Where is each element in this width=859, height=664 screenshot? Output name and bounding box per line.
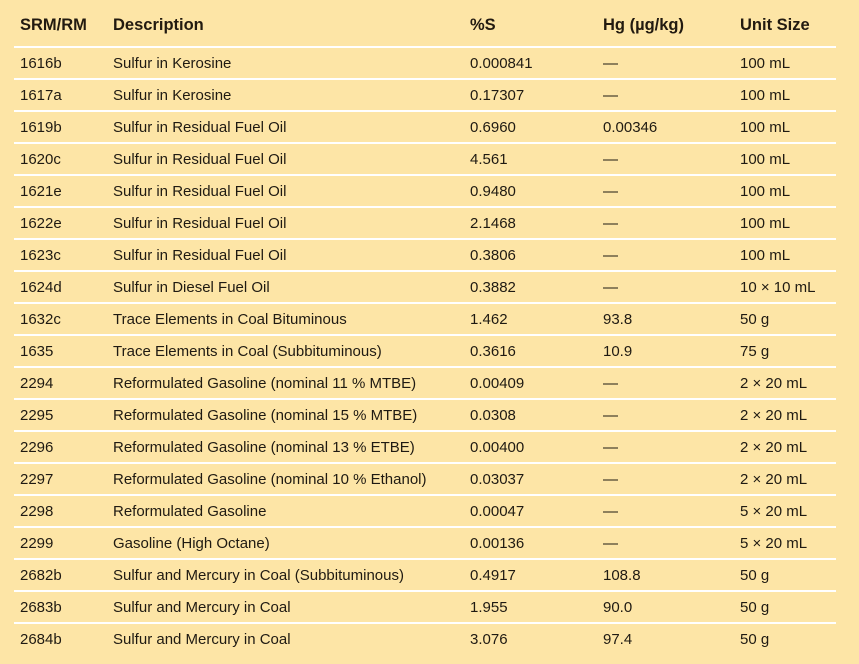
header-srm-rm: SRM/RM (20, 16, 87, 34)
sulfur-cell: 3.076 (470, 631, 508, 648)
srm-cell: 2297 (20, 471, 54, 488)
mercury-cell: — (603, 247, 618, 264)
srm-cell: 2298 (20, 503, 54, 520)
srm-cell: 2682b (20, 567, 62, 584)
sulfur-cell: 0.4917 (470, 567, 516, 584)
table-row (0, 80, 859, 112)
sulfur-cell: 0.9480 (470, 183, 516, 200)
srm-cell: 1621e (20, 183, 62, 200)
mercury-cell: — (603, 215, 618, 232)
table-row (0, 432, 859, 464)
sulfur-cell: 2.1468 (470, 215, 516, 232)
sulfur-cell: 0.6960 (470, 119, 516, 136)
srm-cell: 2299 (20, 535, 54, 552)
table-row (0, 336, 859, 368)
sulfur-cell: 0.3882 (470, 279, 516, 296)
sulfur-cell: 0.3616 (470, 343, 516, 360)
mercury-cell: — (603, 279, 618, 296)
table-row (0, 592, 859, 624)
header-unit-size: Unit Size (740, 16, 810, 34)
unit-size-cell: 50 g (740, 567, 770, 584)
srm-cell: 1616b (20, 55, 62, 72)
description-cell: Sulfur in Kerosine (113, 87, 232, 104)
unit-size-cell: 50 g (740, 599, 770, 616)
table-row (0, 144, 859, 176)
description-cell: Sulfur and Mercury in Coal (113, 631, 291, 648)
unit-size-cell: 10 × 10 mL (740, 279, 816, 296)
sulfur-cell: 0.3806 (470, 247, 516, 264)
mercury-cell: — (603, 503, 618, 520)
table-row (0, 48, 859, 80)
unit-size-cell: 2 × 20 mL (740, 439, 808, 456)
mercury-cell: — (603, 471, 618, 488)
description-cell: Sulfur in Residual Fuel Oil (113, 247, 287, 264)
table-row (0, 464, 859, 496)
srm-cell: 2296 (20, 439, 54, 456)
description-cell: Reformulated Gasoline (nominal 15 % MTBE) (113, 407, 418, 424)
table-row (0, 176, 859, 208)
mercury-cell: — (603, 535, 618, 552)
table-header (0, 0, 859, 48)
sulfur-cell: 1.955 (470, 599, 508, 616)
mercury-cell: — (603, 151, 618, 168)
table-row (0, 208, 859, 240)
unit-size-cell: 100 mL (740, 119, 791, 136)
sulfur-cell: 0.000841 (470, 55, 533, 72)
mercury-cell: 108.8 (603, 567, 641, 584)
description-cell: Trace Elements in Coal Bituminous (113, 311, 347, 328)
unit-size-cell: 75 g (740, 343, 770, 360)
srm-cell: 2683b (20, 599, 62, 616)
description-cell: Gasoline (High Octane) (113, 535, 270, 552)
srm-cell: 1622e (20, 215, 62, 232)
unit-size-cell: 5 × 20 mL (740, 503, 808, 520)
description-cell: Sulfur in Diesel Fuel Oil (113, 279, 270, 296)
unit-size-cell: 100 mL (740, 87, 791, 104)
table-row (0, 528, 859, 560)
description-cell: Sulfur and Mercury in Coal (Subbituminous) (113, 567, 404, 584)
srm-cell: 1619b (20, 119, 62, 136)
table-row (0, 496, 859, 528)
unit-size-cell: 2 × 20 mL (740, 407, 808, 424)
sulfur-cell: 0.00409 (470, 375, 525, 392)
header-mercury: Hg (µg/kg) (603, 16, 684, 34)
mercury-cell: — (603, 55, 618, 72)
description-cell: Sulfur in Residual Fuel Oil (113, 119, 287, 136)
sulfur-cell: 0.00136 (470, 535, 525, 552)
description-cell: Reformulated Gasoline (113, 503, 267, 520)
srm-cell: 1620c (20, 151, 61, 168)
table-row (0, 112, 859, 144)
srm-cell: 2684b (20, 631, 62, 648)
mercury-cell: 0.00346 (603, 119, 658, 136)
table-row (0, 560, 859, 592)
header-description: Description (113, 16, 204, 34)
sulfur-cell: 1.462 (470, 311, 508, 328)
mercury-cell: 10.9 (603, 343, 633, 360)
unit-size-cell: 2 × 20 mL (740, 375, 808, 392)
sulfur-cell: 0.17307 (470, 87, 525, 104)
srm-cell: 1632c (20, 311, 61, 328)
unit-size-cell: 100 mL (740, 215, 791, 232)
srm-cell: 1617a (20, 87, 62, 104)
sulfur-cell: 4.561 (470, 151, 508, 168)
mercury-cell: — (603, 439, 618, 456)
header-percent-sulfur: %S (470, 16, 496, 34)
description-cell: Sulfur in Residual Fuel Oil (113, 183, 287, 200)
description-cell: Sulfur in Residual Fuel Oil (113, 151, 287, 168)
unit-size-cell: 50 g (740, 631, 770, 648)
srm-cell: 1623c (20, 247, 61, 264)
mercury-cell: 93.8 (603, 311, 633, 328)
sulfur-cell: 0.00400 (470, 439, 525, 456)
description-cell: Reformulated Gasoline (nominal 11 % MTBE) (113, 375, 417, 392)
unit-size-cell: 5 × 20 mL (740, 535, 808, 552)
unit-size-cell: 2 × 20 mL (740, 471, 808, 488)
srm-cell: 1624d (20, 279, 62, 296)
srm-cell: 2295 (20, 407, 54, 424)
mercury-cell: — (603, 375, 618, 392)
mercury-cell: 90.0 (603, 599, 633, 616)
description-cell: Sulfur in Residual Fuel Oil (113, 215, 287, 232)
table-row (0, 624, 859, 656)
table-row (0, 400, 859, 432)
description-cell: Trace Elements in Coal (Subbituminous) (113, 343, 382, 360)
sulfur-cell: 0.03037 (470, 471, 525, 488)
unit-size-cell: 100 mL (740, 151, 791, 168)
mercury-cell: 97.4 (603, 631, 633, 648)
description-cell: Reformulated Gasoline (nominal 13 % ETBE) (113, 439, 415, 456)
mercury-cell: — (603, 183, 618, 200)
mercury-cell: — (603, 407, 618, 424)
unit-size-cell: 50 g (740, 311, 770, 328)
sulfur-cell: 0.00047 (470, 503, 525, 520)
sulfur-cell: 0.0308 (470, 407, 516, 424)
table-row (0, 304, 859, 336)
table-row (0, 272, 859, 304)
mercury-cell: — (603, 87, 618, 104)
description-cell: Sulfur and Mercury in Coal (113, 599, 291, 616)
description-cell: Sulfur in Kerosine (113, 55, 232, 72)
unit-size-cell: 100 mL (740, 55, 791, 72)
table-row (0, 240, 859, 272)
srm-cell: 2294 (20, 375, 54, 392)
unit-size-cell: 100 mL (740, 183, 791, 200)
unit-size-cell: 100 mL (740, 247, 791, 264)
description-cell: Reformulated Gasoline (nominal 10 % Ethanol) (113, 471, 427, 488)
srm-cell: 1635 (20, 343, 54, 360)
table-row (0, 368, 859, 400)
